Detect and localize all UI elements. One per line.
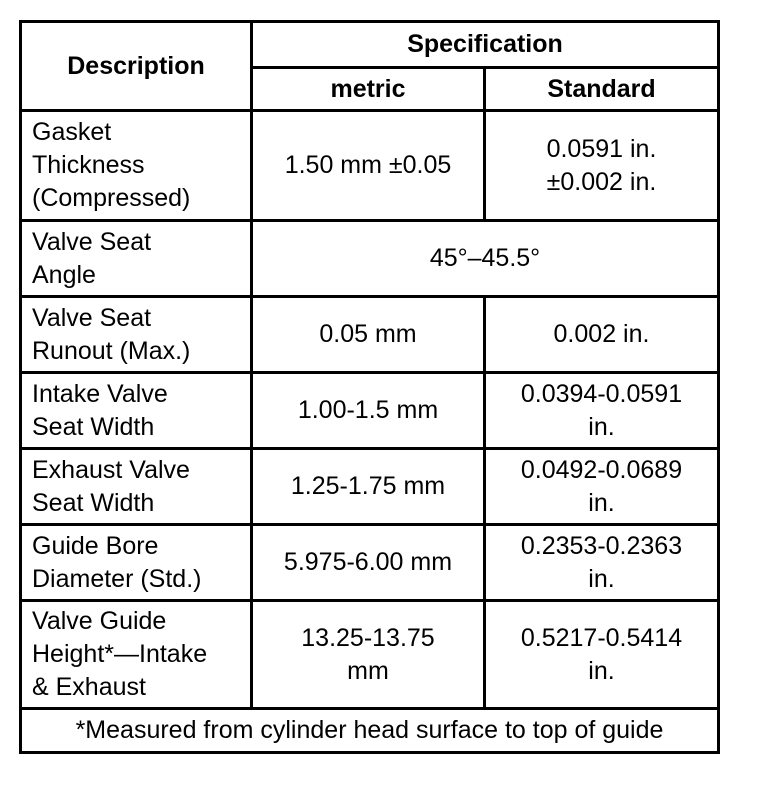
metric-line: mm bbox=[347, 656, 389, 685]
metric-line: 0.05 mm bbox=[319, 320, 417, 348]
metric-line: 1.25-1.75 mm bbox=[290, 472, 446, 500]
standard-value bbox=[485, 449, 719, 525]
standard-line: 0.0394-0.0591 bbox=[520, 379, 683, 408]
standard-line: 0.0492-0.0689 bbox=[520, 455, 683, 484]
metric-line: 5.975-6.00 mm bbox=[283, 548, 453, 576]
description-line: Exhaust Valve bbox=[32, 455, 190, 484]
description-header: Description bbox=[21, 22, 252, 111]
footnote-row bbox=[21, 709, 719, 753]
standard-value bbox=[485, 601, 719, 709]
row-description bbox=[21, 297, 252, 373]
metric-line: 1.00-1.5 mm bbox=[297, 396, 439, 424]
row-description bbox=[21, 221, 252, 297]
metric-value bbox=[252, 373, 485, 449]
combined-value: 45°–45.5° bbox=[252, 221, 719, 297]
row-description bbox=[21, 449, 252, 525]
specification-header: Specification bbox=[252, 22, 719, 68]
description-line: Valve Seat bbox=[32, 303, 152, 332]
description-line: Angle bbox=[32, 260, 96, 289]
standard-value bbox=[485, 525, 719, 601]
description-line: Guide Bore bbox=[32, 531, 159, 560]
row-description bbox=[21, 111, 252, 221]
metric-line: 1.50 mm ±0.05 bbox=[284, 151, 452, 179]
metric-line: 13.25-13.75 bbox=[301, 623, 435, 652]
footnote: *Measured from cylinder head surface to top of guide bbox=[21, 709, 719, 753]
table-row-valve-seat-runout bbox=[21, 297, 719, 373]
standard-line: 0.2353-0.2363 bbox=[520, 531, 683, 560]
description-line: Intake Valve bbox=[32, 379, 168, 408]
standard-line: in. bbox=[588, 656, 615, 685]
description-line: Runout (Max.) bbox=[32, 336, 191, 365]
standard-line: in. bbox=[588, 412, 615, 441]
standard-line: 0.5217-0.5414 bbox=[520, 623, 683, 652]
description-line: (Compressed) bbox=[32, 184, 191, 212]
standard-value bbox=[485, 297, 719, 373]
description-line: Valve Guide bbox=[32, 607, 167, 635]
specification-table bbox=[19, 20, 720, 754]
standard-line: in. bbox=[588, 564, 615, 593]
row-description bbox=[21, 373, 252, 449]
table-row-guide-bore-diameter bbox=[21, 525, 719, 601]
metric-value bbox=[252, 601, 485, 709]
metric-value bbox=[252, 111, 485, 221]
table-row-gasket-thickness bbox=[21, 111, 719, 221]
row-description bbox=[21, 601, 252, 709]
standard-line: in. bbox=[588, 488, 615, 517]
header-row-1 bbox=[21, 22, 719, 68]
description-line: Valve Seat bbox=[32, 227, 152, 256]
table-row-intake-valve-seat-width bbox=[21, 373, 719, 449]
metric-value bbox=[252, 525, 485, 601]
metric-header: metric bbox=[252, 68, 485, 111]
description-line: Seat Width bbox=[32, 488, 155, 517]
standard-header: Standard bbox=[485, 68, 719, 111]
description-line: Gasket bbox=[32, 118, 112, 146]
description-line: Diameter (Std.) bbox=[32, 564, 202, 593]
standard-line: 0.0591 in. bbox=[546, 134, 657, 163]
standard-line: ±0.002 in. bbox=[546, 167, 657, 196]
standard-line: 0.002 in. bbox=[553, 320, 650, 348]
description-line: & Exhaust bbox=[32, 673, 146, 701]
row-description bbox=[21, 525, 252, 601]
table-row-valve-seat-angle bbox=[21, 221, 719, 297]
metric-value bbox=[252, 449, 485, 525]
standard-value bbox=[485, 111, 719, 221]
description-line: Height*—Intake bbox=[32, 640, 208, 668]
table-row-exhaust-valve-seat-width bbox=[21, 449, 719, 525]
table-row-valve-guide-height bbox=[21, 601, 719, 709]
standard-value bbox=[485, 373, 719, 449]
metric-value bbox=[252, 297, 485, 373]
description-line: Thickness bbox=[32, 151, 145, 179]
description-line: Seat Width bbox=[32, 412, 155, 441]
